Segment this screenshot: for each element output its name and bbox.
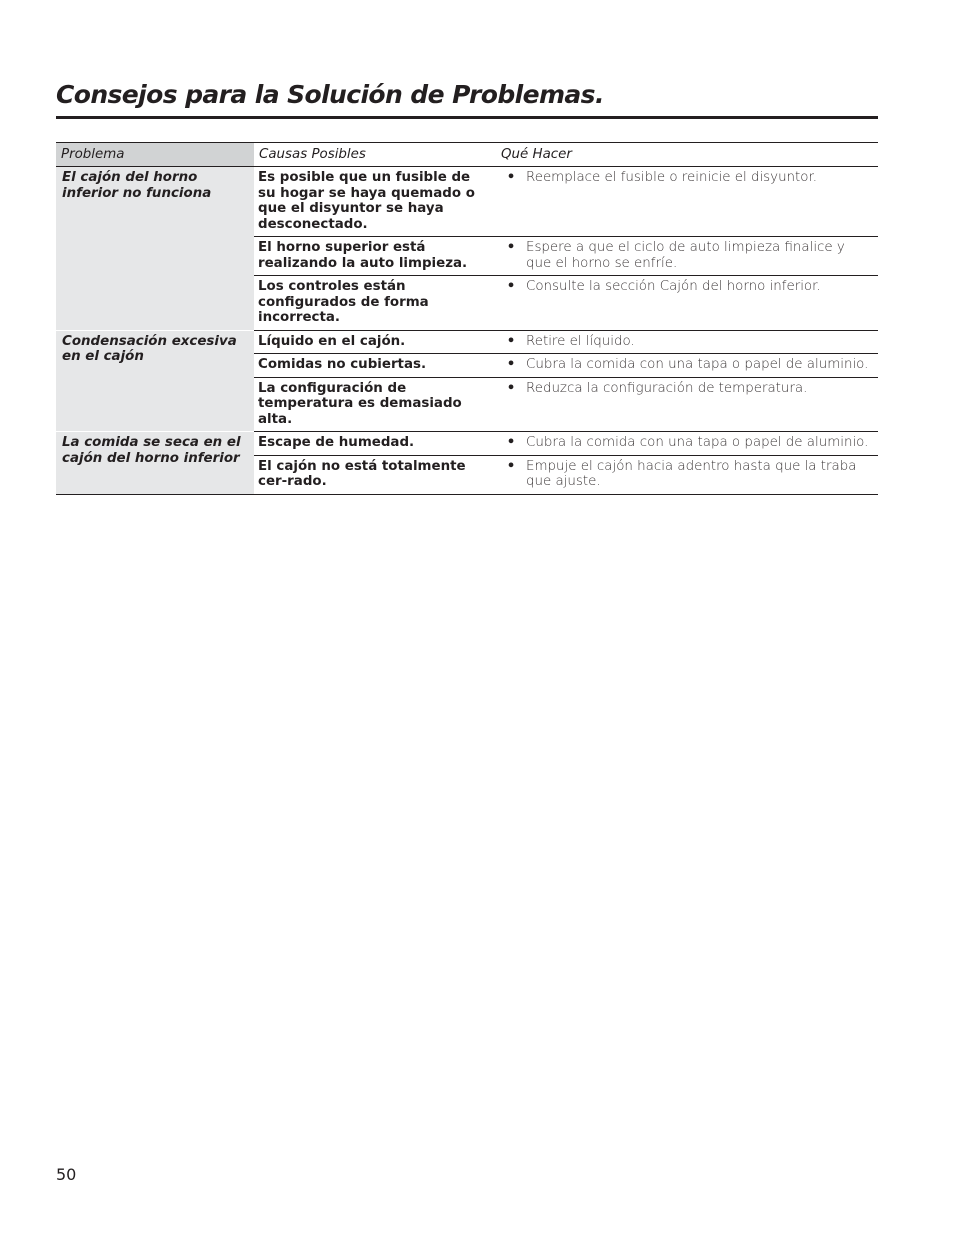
header-problem: Problema bbox=[56, 143, 254, 167]
bullet-icon: • bbox=[506, 380, 516, 396]
action-text: Espere a que el ciclo de auto limpieza finalice y que el horno se enfríe. bbox=[526, 240, 845, 271]
cause-cell: Líquido en el cajón. bbox=[254, 330, 496, 354]
troubleshooting-table bbox=[56, 142, 878, 495]
cause-cell: Los controles están configurados de forma incorrecta. bbox=[254, 276, 496, 331]
bullet-icon: • bbox=[506, 240, 516, 255]
cause-cell: El cajón no está totalmente cer-rado. bbox=[254, 455, 496, 494]
bullet-icon: • bbox=[506, 458, 516, 474]
action-text: Reemplace el fusible o reinicie el disyuntor. bbox=[526, 170, 818, 185]
action-text: Empuje el cajón hacia adentro hasta que la traba que ajuste. bbox=[526, 458, 857, 489]
action-cell bbox=[496, 330, 878, 354]
cause-cell: Escape de humedad. bbox=[254, 432, 496, 456]
action-text: Retire el líquido. bbox=[526, 333, 635, 349]
table-row bbox=[56, 167, 878, 237]
cause-cell: Es posible que un fusible de su hogar se haya quemado o que el disyuntor se haya desconectado. bbox=[254, 167, 496, 237]
bullet-icon: • bbox=[506, 435, 516, 450]
action-text: Cubra la comida con una tapa o papel de aluminio. bbox=[526, 357, 869, 372]
cause-cell: La configuración de temperatura es demasiado alta. bbox=[254, 377, 496, 432]
table-row bbox=[56, 330, 878, 354]
header-actions: Qué Hacer bbox=[496, 143, 878, 167]
bullet-icon: • bbox=[506, 279, 516, 294]
header-causes: Causas Posibles bbox=[254, 143, 496, 167]
table-header-row bbox=[56, 143, 878, 167]
problem-cell: La comida se seca en el cajón del horno inferior bbox=[56, 432, 254, 495]
table-row bbox=[56, 432, 878, 456]
action-text: Consulte la sección Cajón del horno inferior. bbox=[526, 279, 821, 294]
action-cell bbox=[496, 237, 878, 276]
bullet-icon: • bbox=[506, 333, 516, 349]
action-text: Cubra la comida con una tapa o papel de aluminio. bbox=[526, 435, 869, 450]
problem-cell: Condensación excesiva en el cajón bbox=[56, 330, 254, 432]
action-cell bbox=[496, 354, 878, 378]
action-cell bbox=[496, 377, 878, 432]
cause-cell: El horno superior está realizando la auto limpieza. bbox=[254, 237, 496, 276]
cause-cell: Comidas no cubiertas. bbox=[254, 354, 496, 378]
bullet-icon: • bbox=[506, 357, 516, 372]
page-number: 50 bbox=[56, 1165, 77, 1184]
action-text: Reduzca la configuración de temperatura. bbox=[526, 380, 808, 396]
action-cell bbox=[496, 167, 878, 237]
problem-cell: El cajón del horno inferior no funciona bbox=[56, 167, 254, 331]
title-rule bbox=[56, 116, 878, 119]
troubleshooting-table-container bbox=[56, 142, 878, 495]
page-title: Consejos para la Solución de Problemas. bbox=[56, 80, 604, 109]
action-cell bbox=[496, 455, 878, 494]
bullet-icon: • bbox=[506, 170, 516, 185]
action-cell bbox=[496, 432, 878, 456]
action-cell bbox=[496, 276, 878, 331]
